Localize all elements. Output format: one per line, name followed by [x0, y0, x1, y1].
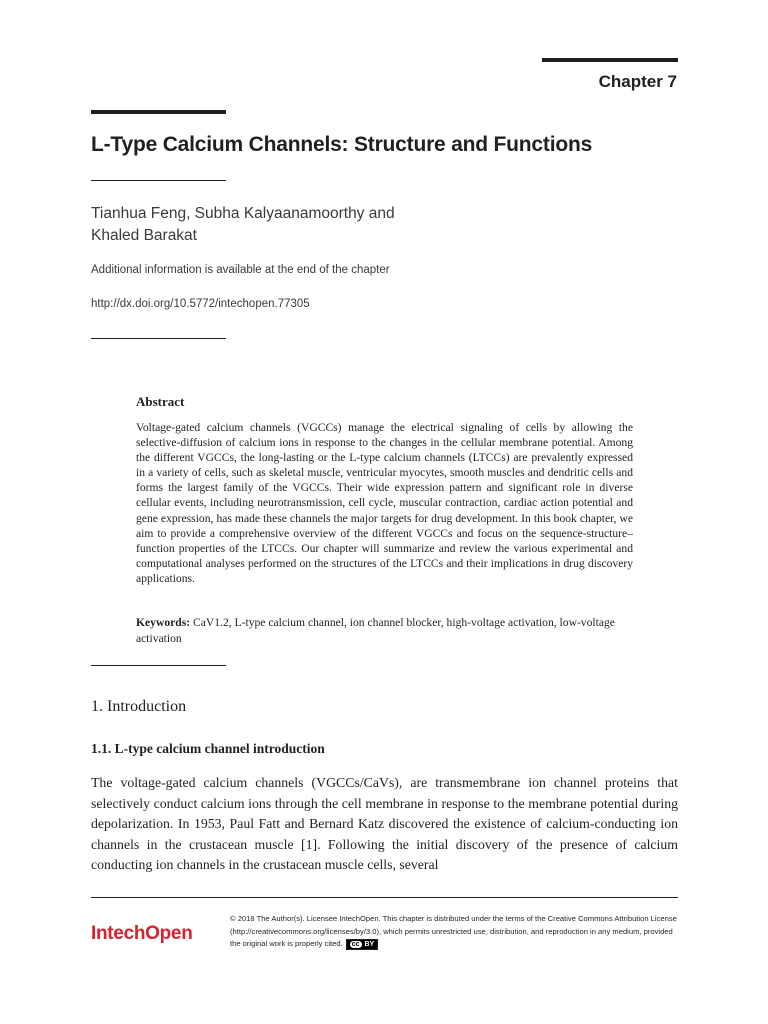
doi-link[interactable]: http://dx.doi.org/10.5772/intechopen.77305: [91, 298, 310, 310]
intro-paragraph: The voltage-gated calcium channels (VGCCs/CaVs), are transmembrane ion channel proteins that selectively conduct calcium ions through the cell membrane in response to the membrane potential during depolarization. In 1953, Paul Fatt and Bernard Katz discovered the existence of calcium-conducting ion channels in the crustacean muscle [1]. Following the initial discovery of the presence of calcium conducting ion channels in the crustacean muscle cells, several: [91, 775, 678, 872]
abstract-rule: [91, 665, 226, 666]
intechopen-logo: IntechOpen: [91, 923, 193, 944]
license-body: © 2018 The Author(s). Licensee IntechOpen. This chapter is distributed under the terms of the Creative Commons Attribution License (http://creativecommons.org/licenses/by/3.0), which permits unrestricted use, distribution, and reproduction in any medium, provided the original work is properly cited.: [230, 914, 677, 949]
additional-info: Additional information is available at the end of the chapter: [91, 264, 390, 276]
keywords-text: CaV1.2, L-type calcium channel, ion channel blocker, high-voltage activation, low-voltage activation: [136, 616, 615, 645]
cc-by-icon: [346, 939, 379, 950]
abstract-heading: Abstract: [136, 394, 185, 409]
cc-symbol: cc: [351, 940, 360, 948]
meta-rule: [91, 338, 226, 339]
abstract-body: Voltage-gated calcium channels (VGCCs) manage the electrical signaling of cells by allowing the selective-diffusion of calcium ions in response to the changes in the cellular membrane potential. Among the different VGCCs, the long-lasting or the L-type calcium channels (LTCCs) are prevalently expressed in a variety of cells, such as skeletal muscle, ventricular myocytes, smooth muscles and dendritic cells and forms the largest family of the VGCCs. Their wide expression pattern and significant role in diverse cellular events, including neurotransmission, cell cycle, muscular contraction, cardiac action potential and gene expression, has made these channels the major targets for drug development. In this book chapter, we aim to provide a comprehensive overview of the different VGCCs and focus on the sequence-structure–function properties of the LTCCs. Our chapter will summarize and review the various experimental and computational analyses performed on the structures of the LTCCs and their implications in drug discovery applications.: [136, 421, 633, 585]
chapter-title: L-Type Calcium Channels: Structure and Functions: [91, 133, 593, 156]
header-rule-right: [542, 58, 678, 62]
keywords: [136, 615, 633, 646]
author-list: [91, 203, 511, 247]
title-rule-top: [91, 110, 226, 114]
subsection-heading: 1.1. L-type calcium channel introduction: [91, 741, 325, 756]
chapter-label: Chapter 7: [598, 72, 677, 91]
section-heading: 1. Introduction: [91, 698, 187, 715]
author-line-2: Khaled Barakat: [91, 227, 197, 244]
license-text: [230, 913, 680, 951]
keywords-label: Keywords:: [136, 616, 191, 629]
author-line-1: Tianhua Feng, Subha Kalyaanamoorthy and: [91, 205, 395, 222]
footer-rule: [91, 897, 678, 898]
cc-by-label: BY: [364, 940, 375, 948]
title-rule-bottom: [91, 180, 226, 181]
